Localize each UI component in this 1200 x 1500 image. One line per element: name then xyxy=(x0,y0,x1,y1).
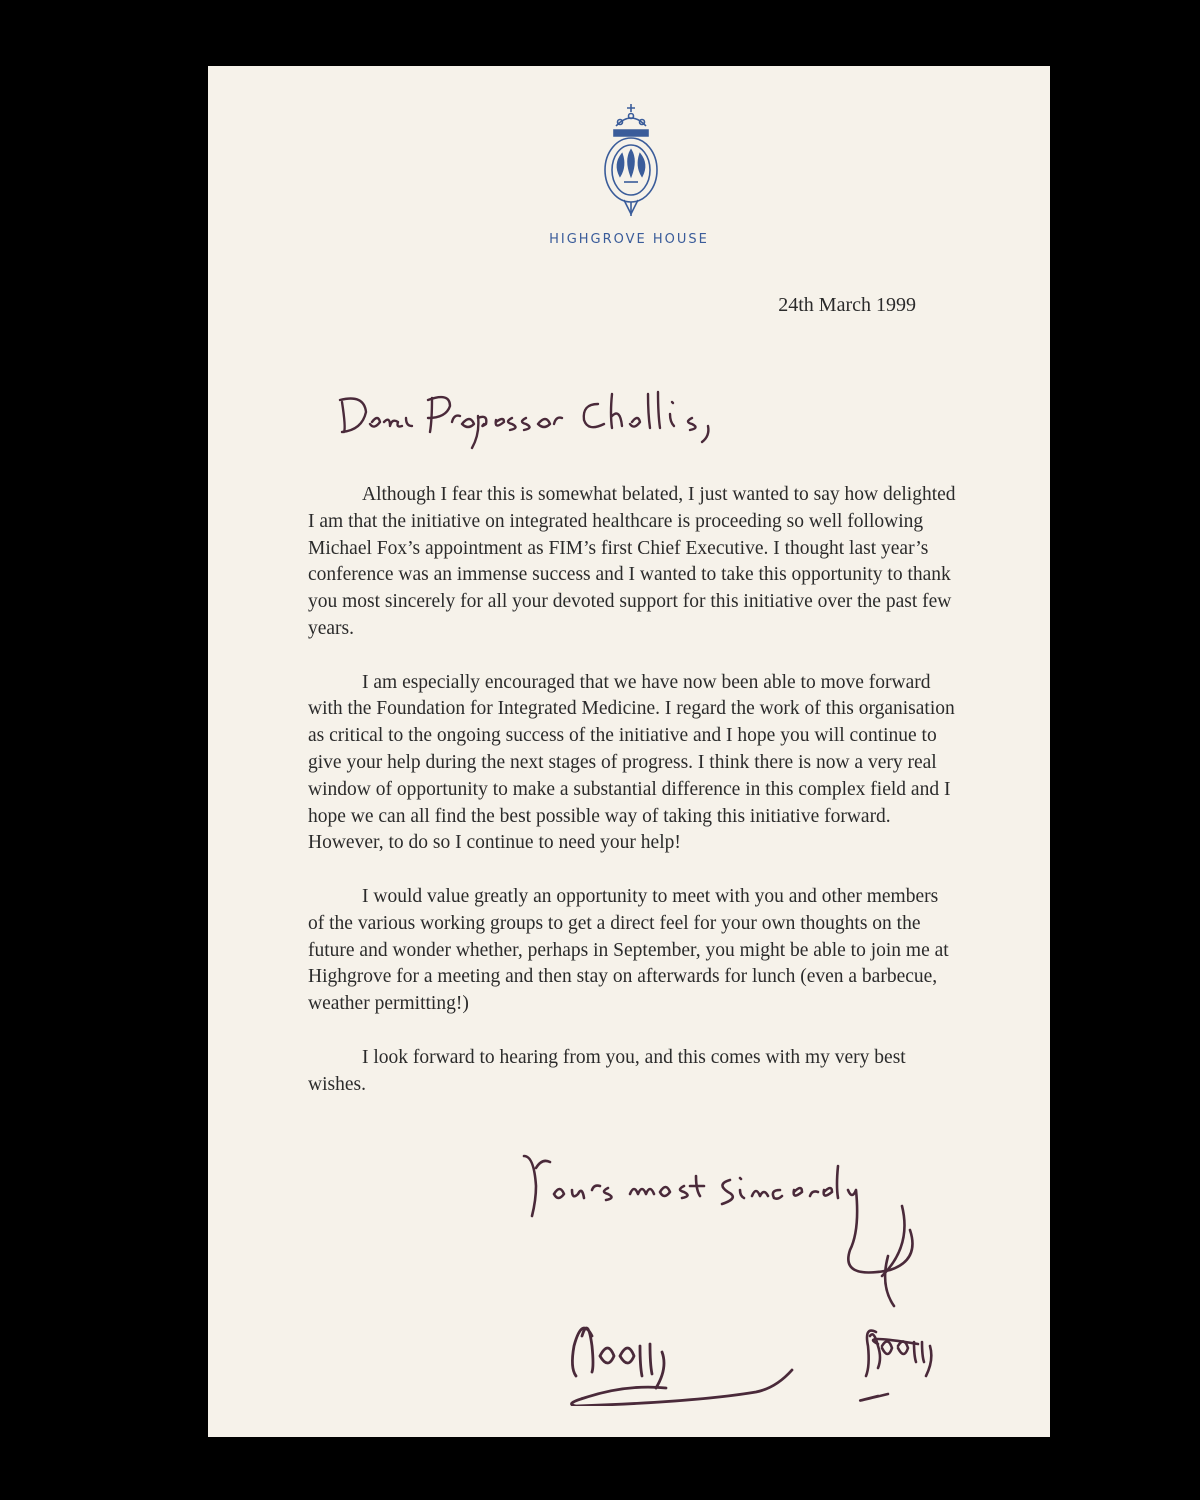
body-paragraph: I would value greatly an opportunity to meet with you and other members of the various working groups to get a direct feel for your own thoughts on the future and wonder whether, perhaps in September, you might be able to join me at Highgrove for a meeting and then stay on afterwards for lunch (even a barbecue, weather permitting!) xyxy=(308,885,949,1015)
body-paragraph: I look forward to hearing from you, and this comes with my very best wishes. xyxy=(308,1046,906,1095)
body-paragraph: I am especially encouraged that we have now been able to move forward with the Foundation for Integrated Medicine. I regard the work of this organisation as critical to the ongoing success of the initiative and I hope you will continue to give your help during the next stages of progress. I think there is now a very real window of opportunity to make a substantial difference in this complex field and I hope we can all find the best possible way of taking this initiative forward. However, to do so I continue to need your help! xyxy=(308,671,955,854)
letterhead-address: HIGHGROVE HOUSE xyxy=(549,232,709,247)
handwritten-signature xyxy=(518,1146,938,1406)
handwritten-salutation xyxy=(336,384,786,454)
letter-body xyxy=(308,482,958,1125)
letter-sheet xyxy=(208,66,1050,1437)
signature-block xyxy=(518,1146,938,1406)
letter-date: 24th March 1999 xyxy=(778,294,916,316)
body-paragraph: Although I fear this is somewhat belated, I just wanted to say how delighted I am that the initiative on integrated healthcare is proceeding so well following Michael Fox’s appointment as FIM’s first Chief Executive. I thought last year’s conference was an immense success and I wanted to take this opportunity to thank you most sincerely for all your devoted support for this initiative over the past few years. xyxy=(308,484,956,639)
prince-of-wales-feathers-crest-icon xyxy=(594,102,668,222)
